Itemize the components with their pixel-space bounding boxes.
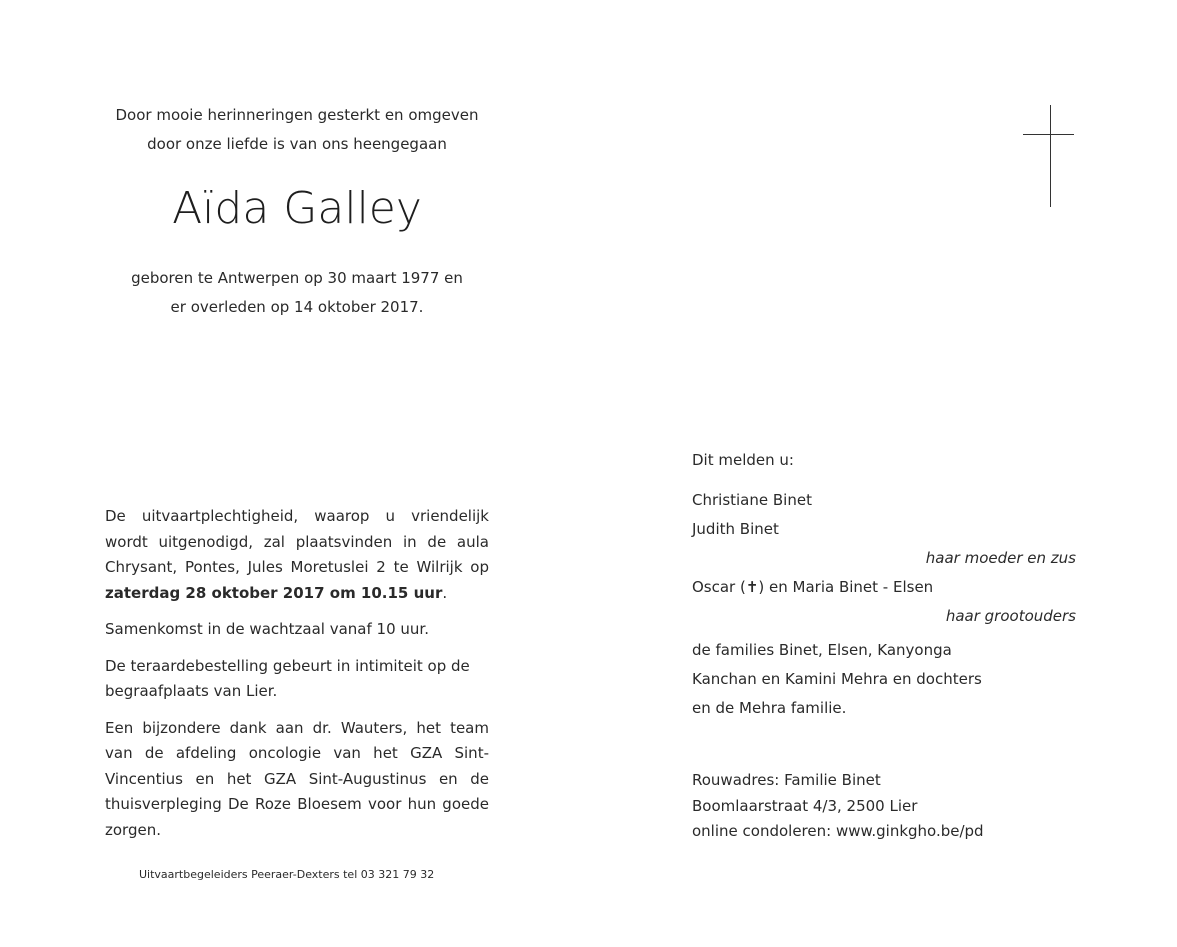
deceased-name: Aïda Galley (172, 183, 422, 234)
mourning-address (692, 768, 984, 845)
relation-label: haar grootouders (945, 607, 1076, 625)
ceremony-date: zaterdag 28 oktober 2017 om 10.15 uur (105, 583, 443, 602)
intro-line-2: door onze liefde is van ons heengegaan (147, 135, 447, 153)
family-line: Kanchan en Kamini Mehra en dochters (692, 670, 982, 688)
relation-label: haar moeder en zus (925, 549, 1076, 567)
family-member: Christiane Binet (692, 491, 812, 509)
announce-intro: Dit melden u: (692, 451, 794, 469)
birth-line-2: er overleden op 14 oktober 2017. (170, 298, 424, 316)
announcement (692, 446, 1076, 723)
ceremony-date-suffix: . (442, 583, 448, 602)
birth-death-info (100, 264, 494, 322)
gathering-paragraph: Samenkomst in de wachtzaal vanaf 10 uur. (105, 620, 429, 638)
family-member: Judith Binet (692, 520, 779, 538)
intro-text (100, 101, 494, 159)
address-line-2: Boomlaarstraat 4/3, 2500 Lier (692, 796, 918, 815)
family-line: en de Mehra familie. (692, 699, 847, 717)
ceremony-text: De uitvaartplechtigheid, waarop u vriendelijk wordt uitgenodigd, zal plaatsvinden in de aula Chrysant, Pontes, Jules Moretuslei 2 te Wilrijk op (105, 507, 489, 576)
family-line: de families Binet, Elsen, Kanyonga (692, 641, 952, 659)
burial-paragraph: De teraardebestelling gebeurt in intimiteit op de begraafplaats van Lier. (105, 656, 470, 700)
undertaker-info: Uitvaartbegeleiders Peeraer-Dexters tel 03 321 79 32 (139, 868, 435, 881)
thanks-paragraph: Een bijzondere dank aan dr. Wauters, het team van de afdeling oncologie van het GZA Sint-Vincentius en het GZA Sint-Augustinus en de thuisverpleging De Roze Bloesem voor hun goede zorgen. (105, 718, 489, 839)
ceremony-paragraph (105, 504, 489, 606)
cross-icon-vertical (1050, 105, 1051, 207)
funeral-details (105, 504, 489, 854)
birth-line-1: geboren te Antwerpen op 30 maart 1977 en (131, 269, 463, 287)
address-line-1: Rouwadres: Familie Binet (692, 771, 881, 789)
family-member: Oscar (✝) en Maria Binet - Elsen (692, 578, 934, 596)
address-line-3: online condoleren: www.ginkgho.be/pd (692, 822, 984, 840)
intro-line-1: Door mooie herinneringen gesterkt en omgeven (115, 106, 479, 124)
cross-icon-horizontal (1023, 134, 1074, 135)
